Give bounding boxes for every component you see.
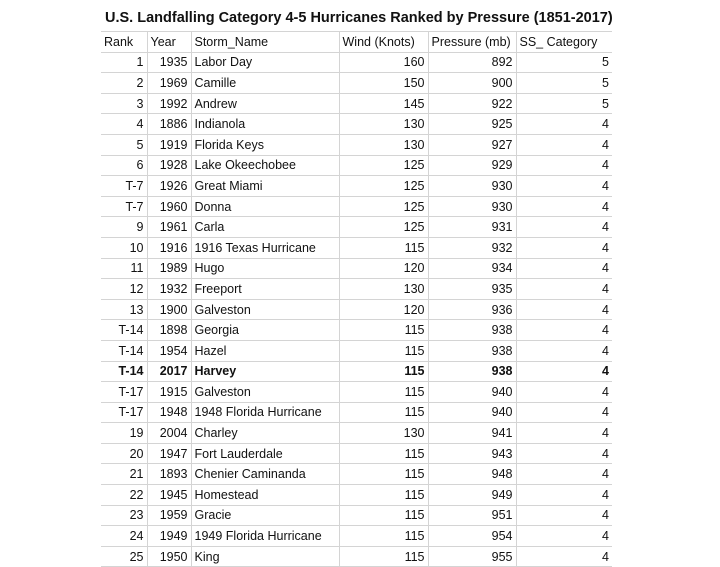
cell-storm-name: Homestead bbox=[191, 485, 339, 506]
header-storm-name: Storm_Name bbox=[191, 32, 339, 52]
cell-wind: 115 bbox=[339, 464, 428, 485]
cell-rank: 6 bbox=[101, 155, 147, 176]
cell-wind: 125 bbox=[339, 155, 428, 176]
table-row bbox=[101, 237, 612, 258]
cell-wind: 130 bbox=[339, 279, 428, 300]
cell-wind: 160 bbox=[339, 52, 428, 73]
cell-pressure: 932 bbox=[428, 237, 516, 258]
cell-rank: 13 bbox=[101, 299, 147, 320]
cell-pressure: 927 bbox=[428, 134, 516, 155]
cell-wind: 115 bbox=[339, 485, 428, 506]
cell-pressure: 955 bbox=[428, 546, 516, 567]
cell-pressure: 935 bbox=[428, 279, 516, 300]
header-year: Year bbox=[147, 32, 191, 52]
cell-storm-name: Carla bbox=[191, 217, 339, 238]
cell-rank: 5 bbox=[101, 134, 147, 155]
cell-pressure: 936 bbox=[428, 299, 516, 320]
table-row bbox=[101, 382, 612, 403]
cell-wind: 120 bbox=[339, 299, 428, 320]
table-row bbox=[101, 320, 612, 341]
cell-rank: T-17 bbox=[101, 382, 147, 403]
cell-storm-name: Georgia bbox=[191, 320, 339, 341]
cell-category: 4 bbox=[516, 505, 612, 526]
cell-wind: 115 bbox=[339, 402, 428, 423]
cell-year: 1919 bbox=[147, 134, 191, 155]
header-rank: Rank bbox=[101, 32, 147, 52]
cell-year: 1926 bbox=[147, 176, 191, 197]
table-row bbox=[101, 279, 612, 300]
cell-rank: T-14 bbox=[101, 361, 147, 382]
cell-storm-name: 1948 Florida Hurricane bbox=[191, 402, 339, 423]
cell-year: 2017 bbox=[147, 361, 191, 382]
cell-rank: 9 bbox=[101, 217, 147, 238]
header-pressure: Pressure (mb) bbox=[428, 32, 516, 52]
cell-pressure: 938 bbox=[428, 361, 516, 382]
cell-pressure: 892 bbox=[428, 52, 516, 73]
cell-pressure: 949 bbox=[428, 485, 516, 506]
header-category: SS_ Category bbox=[516, 32, 612, 52]
cell-wind: 125 bbox=[339, 217, 428, 238]
cell-category: 5 bbox=[516, 52, 612, 73]
cell-rank: 4 bbox=[101, 114, 147, 135]
cell-wind: 115 bbox=[339, 361, 428, 382]
cell-storm-name: 1916 Texas Hurricane bbox=[191, 237, 339, 258]
cell-storm-name: Indianola bbox=[191, 114, 339, 135]
cell-pressure: 929 bbox=[428, 155, 516, 176]
table-row bbox=[101, 93, 612, 114]
cell-wind: 130 bbox=[339, 114, 428, 135]
table-row bbox=[101, 52, 612, 73]
cell-storm-name: Freeport bbox=[191, 279, 339, 300]
header-wind: Wind (Knots) bbox=[339, 32, 428, 52]
cell-year: 1969 bbox=[147, 73, 191, 94]
hurricane-table bbox=[101, 32, 612, 567]
cell-year: 1989 bbox=[147, 258, 191, 279]
table-row bbox=[101, 485, 612, 506]
cell-rank: 25 bbox=[101, 546, 147, 567]
cell-year: 1959 bbox=[147, 505, 191, 526]
cell-year: 1947 bbox=[147, 443, 191, 464]
cell-rank: 21 bbox=[101, 464, 147, 485]
cell-storm-name: Andrew bbox=[191, 93, 339, 114]
cell-category: 4 bbox=[516, 134, 612, 155]
cell-storm-name: Great Miami bbox=[191, 176, 339, 197]
table-row bbox=[101, 443, 612, 464]
table-row bbox=[101, 176, 612, 197]
cell-rank: 1 bbox=[101, 52, 147, 73]
cell-rank: 3 bbox=[101, 93, 147, 114]
cell-year: 1915 bbox=[147, 382, 191, 403]
table-row bbox=[101, 505, 612, 526]
cell-wind: 150 bbox=[339, 73, 428, 94]
cell-storm-name: Lake Okeechobee bbox=[191, 155, 339, 176]
cell-storm-name: Galveston bbox=[191, 382, 339, 403]
table-row bbox=[101, 299, 612, 320]
table-row bbox=[101, 464, 612, 485]
cell-category: 4 bbox=[516, 196, 612, 217]
table-row bbox=[101, 423, 612, 444]
cell-pressure: 938 bbox=[428, 320, 516, 341]
cell-pressure: 941 bbox=[428, 423, 516, 444]
cell-rank: 23 bbox=[101, 505, 147, 526]
cell-storm-name: Donna bbox=[191, 196, 339, 217]
cell-year: 1950 bbox=[147, 546, 191, 567]
cell-rank: T-7 bbox=[101, 176, 147, 197]
cell-category: 4 bbox=[516, 526, 612, 547]
cell-category: 4 bbox=[516, 299, 612, 320]
cell-storm-name: Charley bbox=[191, 423, 339, 444]
cell-pressure: 940 bbox=[428, 402, 516, 423]
cell-wind: 120 bbox=[339, 258, 428, 279]
cell-category: 4 bbox=[516, 464, 612, 485]
cell-wind: 145 bbox=[339, 93, 428, 114]
cell-pressure: 934 bbox=[428, 258, 516, 279]
cell-wind: 115 bbox=[339, 443, 428, 464]
table-row bbox=[101, 134, 612, 155]
hurricane-table-sheet bbox=[101, 5, 612, 567]
cell-category: 4 bbox=[516, 258, 612, 279]
table-row bbox=[101, 217, 612, 238]
table-row bbox=[101, 196, 612, 217]
table-row bbox=[101, 114, 612, 135]
cell-storm-name: Harvey bbox=[191, 361, 339, 382]
cell-category: 4 bbox=[516, 279, 612, 300]
cell-pressure: 943 bbox=[428, 443, 516, 464]
cell-pressure: 954 bbox=[428, 526, 516, 547]
cell-category: 4 bbox=[516, 443, 612, 464]
table-row bbox=[101, 258, 612, 279]
cell-rank: 2 bbox=[101, 73, 147, 94]
cell-storm-name: King bbox=[191, 546, 339, 567]
cell-rank: 10 bbox=[101, 237, 147, 258]
cell-year: 1886 bbox=[147, 114, 191, 135]
cell-wind: 125 bbox=[339, 176, 428, 197]
cell-rank: T-14 bbox=[101, 340, 147, 361]
cell-year: 1961 bbox=[147, 217, 191, 238]
cell-year: 1945 bbox=[147, 485, 191, 506]
cell-category: 4 bbox=[516, 340, 612, 361]
cell-category: 4 bbox=[516, 217, 612, 238]
cell-storm-name: Hazel bbox=[191, 340, 339, 361]
cell-category: 4 bbox=[516, 237, 612, 258]
cell-wind: 115 bbox=[339, 505, 428, 526]
cell-year: 1932 bbox=[147, 279, 191, 300]
table-title: U.S. Landfalling Category 4-5 Hurricanes Ranked by Pressure (1851-2017) bbox=[101, 5, 612, 32]
cell-year: 1954 bbox=[147, 340, 191, 361]
cell-category: 5 bbox=[516, 93, 612, 114]
cell-storm-name: Gracie bbox=[191, 505, 339, 526]
table-row bbox=[101, 526, 612, 547]
table-row bbox=[101, 546, 612, 567]
cell-pressure: 922 bbox=[428, 93, 516, 114]
cell-rank: T-7 bbox=[101, 196, 147, 217]
table-body bbox=[101, 52, 612, 567]
cell-rank: T-14 bbox=[101, 320, 147, 341]
cell-rank: T-17 bbox=[101, 402, 147, 423]
cell-year: 1900 bbox=[147, 299, 191, 320]
cell-wind: 115 bbox=[339, 320, 428, 341]
table-row bbox=[101, 340, 612, 361]
cell-wind: 125 bbox=[339, 196, 428, 217]
cell-rank: 19 bbox=[101, 423, 147, 444]
cell-storm-name: Chenier Caminanda bbox=[191, 464, 339, 485]
cell-pressure: 930 bbox=[428, 196, 516, 217]
cell-wind: 115 bbox=[339, 340, 428, 361]
cell-wind: 130 bbox=[339, 423, 428, 444]
table-row bbox=[101, 155, 612, 176]
cell-category: 4 bbox=[516, 361, 612, 382]
cell-category: 4 bbox=[516, 114, 612, 135]
cell-wind: 115 bbox=[339, 382, 428, 403]
cell-year: 1916 bbox=[147, 237, 191, 258]
cell-category: 4 bbox=[516, 176, 612, 197]
cell-year: 1928 bbox=[147, 155, 191, 176]
cell-wind: 115 bbox=[339, 237, 428, 258]
cell-year: 1893 bbox=[147, 464, 191, 485]
cell-storm-name: Labor Day bbox=[191, 52, 339, 73]
cell-year: 1898 bbox=[147, 320, 191, 341]
cell-wind: 115 bbox=[339, 526, 428, 547]
cell-pressure: 925 bbox=[428, 114, 516, 135]
cell-category: 4 bbox=[516, 485, 612, 506]
cell-storm-name: Camille bbox=[191, 73, 339, 94]
cell-category: 5 bbox=[516, 73, 612, 94]
table-row bbox=[101, 73, 612, 94]
cell-category: 4 bbox=[516, 155, 612, 176]
cell-pressure: 938 bbox=[428, 340, 516, 361]
table-row bbox=[101, 402, 612, 423]
cell-storm-name: Florida Keys bbox=[191, 134, 339, 155]
cell-year: 1949 bbox=[147, 526, 191, 547]
header-row bbox=[101, 32, 612, 52]
cell-pressure: 951 bbox=[428, 505, 516, 526]
cell-year: 1960 bbox=[147, 196, 191, 217]
cell-pressure: 930 bbox=[428, 176, 516, 197]
cell-wind: 130 bbox=[339, 134, 428, 155]
cell-pressure: 940 bbox=[428, 382, 516, 403]
cell-wind: 115 bbox=[339, 546, 428, 567]
cell-rank: 24 bbox=[101, 526, 147, 547]
cell-storm-name: Fort Lauderdale bbox=[191, 443, 339, 464]
cell-storm-name: 1949 Florida Hurricane bbox=[191, 526, 339, 547]
cell-storm-name: Hugo bbox=[191, 258, 339, 279]
cell-category: 4 bbox=[516, 423, 612, 444]
cell-pressure: 900 bbox=[428, 73, 516, 94]
cell-year: 2004 bbox=[147, 423, 191, 444]
cell-rank: 11 bbox=[101, 258, 147, 279]
cell-pressure: 931 bbox=[428, 217, 516, 238]
cell-rank: 12 bbox=[101, 279, 147, 300]
cell-rank: 20 bbox=[101, 443, 147, 464]
cell-year: 1948 bbox=[147, 402, 191, 423]
table-row bbox=[101, 361, 612, 382]
cell-year: 1935 bbox=[147, 52, 191, 73]
cell-pressure: 948 bbox=[428, 464, 516, 485]
cell-category: 4 bbox=[516, 402, 612, 423]
cell-storm-name: Galveston bbox=[191, 299, 339, 320]
cell-category: 4 bbox=[516, 546, 612, 567]
cell-category: 4 bbox=[516, 320, 612, 341]
cell-rank: 22 bbox=[101, 485, 147, 506]
cell-year: 1992 bbox=[147, 93, 191, 114]
cell-category: 4 bbox=[516, 382, 612, 403]
